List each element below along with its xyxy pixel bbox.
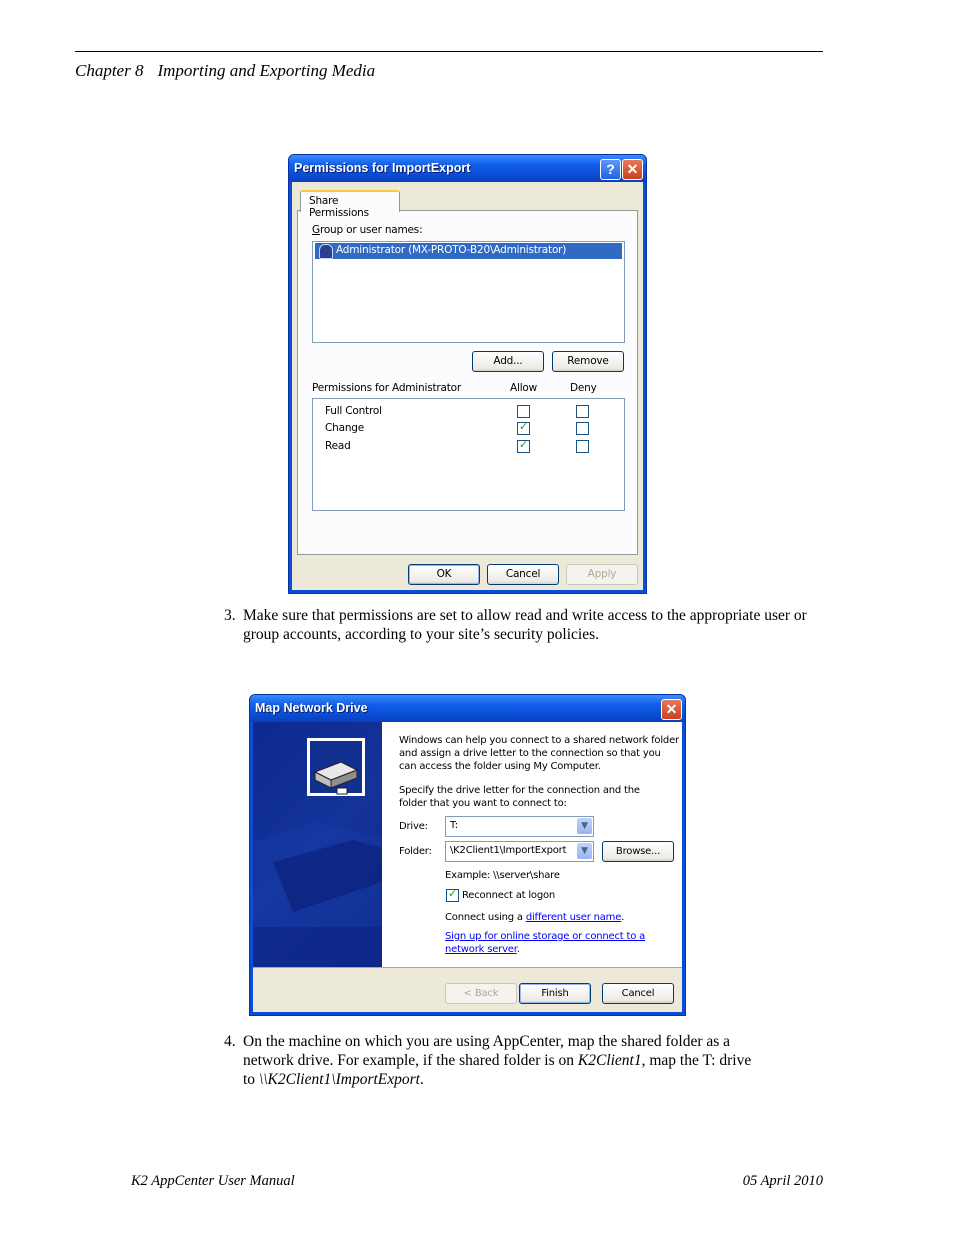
step-number: 4. xyxy=(224,1033,236,1050)
user-list[interactable] xyxy=(312,241,625,343)
perm-name: Full Control xyxy=(325,405,382,417)
permissions-dialog xyxy=(288,154,647,594)
deny-checkbox[interactable] xyxy=(576,422,589,435)
tab-panel xyxy=(297,210,638,555)
back-button[interactable]: < Back xyxy=(445,983,517,1004)
step-text: On the machine on which you are using AppCenter, map the shared folder as a network drive. For example, if the shared folder is on K2Client1, map the T: drive to \\K2Client1\ImportExport. xyxy=(243,1033,752,1088)
remove-button[interactable]: Remove xyxy=(552,351,624,372)
group-label: Group or user names: xyxy=(312,224,423,236)
perm-list xyxy=(312,398,625,511)
deny-checkbox[interactable] xyxy=(576,440,589,453)
header-rule xyxy=(75,51,823,52)
reconnect-checkbox[interactable] xyxy=(446,889,459,902)
add-button[interactable]: Add... xyxy=(472,351,544,372)
allow-checkbox[interactable] xyxy=(517,422,530,435)
list-item[interactable] xyxy=(315,243,622,259)
perm-row xyxy=(313,421,624,439)
signup-text: Sign up for online storage or connect to a network server. xyxy=(445,931,646,955)
signup-link[interactable]: Sign up for online storage or connect to a network server xyxy=(445,931,646,955)
step-4 xyxy=(224,1032,814,1092)
footer-date: 05 April 2010 xyxy=(742,1173,823,1189)
example-text: Example: \\server\share xyxy=(445,870,560,881)
tab-share-permissions[interactable] xyxy=(300,190,400,219)
cancel-button[interactable]: Cancel xyxy=(487,564,559,585)
perm-label: Permissions for Administrator xyxy=(312,382,461,394)
step-number: 3. xyxy=(224,607,236,624)
apply-button[interactable]: Apply xyxy=(566,564,638,585)
perm-name: Read xyxy=(325,440,351,452)
drive-label: Drive: xyxy=(399,821,428,832)
check-icon: ✓ xyxy=(518,420,529,433)
tab-label: Share Permissions xyxy=(309,195,369,219)
dialog-titlebar xyxy=(289,155,646,182)
browse-button[interactable]: Browse... xyxy=(602,841,674,862)
close-icon[interactable]: ✕ xyxy=(661,699,682,720)
reconnect-label: Reconnect at logon xyxy=(462,890,556,901)
cancel-button[interactable]: Cancel xyxy=(602,983,674,1004)
check-icon: ✓ xyxy=(447,887,458,900)
perm-row xyxy=(313,404,624,422)
network-drive-icon xyxy=(253,722,382,967)
step-3 xyxy=(224,606,814,646)
close-icon[interactable]: ✕ xyxy=(622,159,643,180)
chevron-down-icon[interactable]: ▼ xyxy=(577,818,592,834)
intro-text: Windows can help you connect to a shared network folder and assign a drive letter to the connection so that you can access the folder using My Computer. xyxy=(399,735,679,772)
deny-checkbox[interactable] xyxy=(576,405,589,418)
chapter-heading: Chapter 8 Importing and Exporting Media xyxy=(75,61,376,80)
chevron-down-icon[interactable]: ▼ xyxy=(577,843,592,859)
folder-label: Folder: xyxy=(399,846,432,857)
folder-combo[interactable] xyxy=(445,841,594,862)
perm-name: Change xyxy=(325,422,365,434)
dialog-title: Map Network Drive xyxy=(255,701,368,715)
allow-checkbox[interactable] xyxy=(517,440,530,453)
dialog-titlebar xyxy=(250,695,685,722)
drive-value: T: xyxy=(450,820,458,831)
deny-header: Deny xyxy=(570,382,597,394)
connect-text: Connect using a different user name. xyxy=(445,912,625,923)
user-icon xyxy=(319,244,333,259)
ok-button[interactable]: OK xyxy=(408,564,480,585)
footer-title: K2 AppCenter User Manual xyxy=(131,1173,295,1189)
different-user-link[interactable]: different user name xyxy=(525,912,622,923)
dialog-body xyxy=(253,722,682,1012)
allow-checkbox[interactable] xyxy=(517,405,530,418)
map-drive-dialog xyxy=(249,694,686,1016)
folder-value: \K2Client1\ImportExport xyxy=(450,845,567,856)
allow-header: Allow xyxy=(510,382,538,394)
check-icon: ✓ xyxy=(518,438,529,451)
perm-row xyxy=(313,439,624,457)
specify-text: Specify the drive letter for the connection and the folder that you want to connect to: xyxy=(399,785,640,809)
step-text: Make sure that permissions are set to allow read and write access to the appropriate user or group accounts, according to your site’s security policies. xyxy=(243,607,807,643)
drive-select[interactable] xyxy=(445,816,594,837)
dialog-body xyxy=(292,182,643,590)
finish-button[interactable]: Finish xyxy=(519,983,591,1004)
help-icon[interactable]: ? xyxy=(600,159,621,180)
side-graphic xyxy=(253,722,382,967)
dialog-title: Permissions for ImportExport xyxy=(294,161,471,175)
user-name: Administrator (MX-PROTO-B20\Administrator) xyxy=(336,244,567,256)
